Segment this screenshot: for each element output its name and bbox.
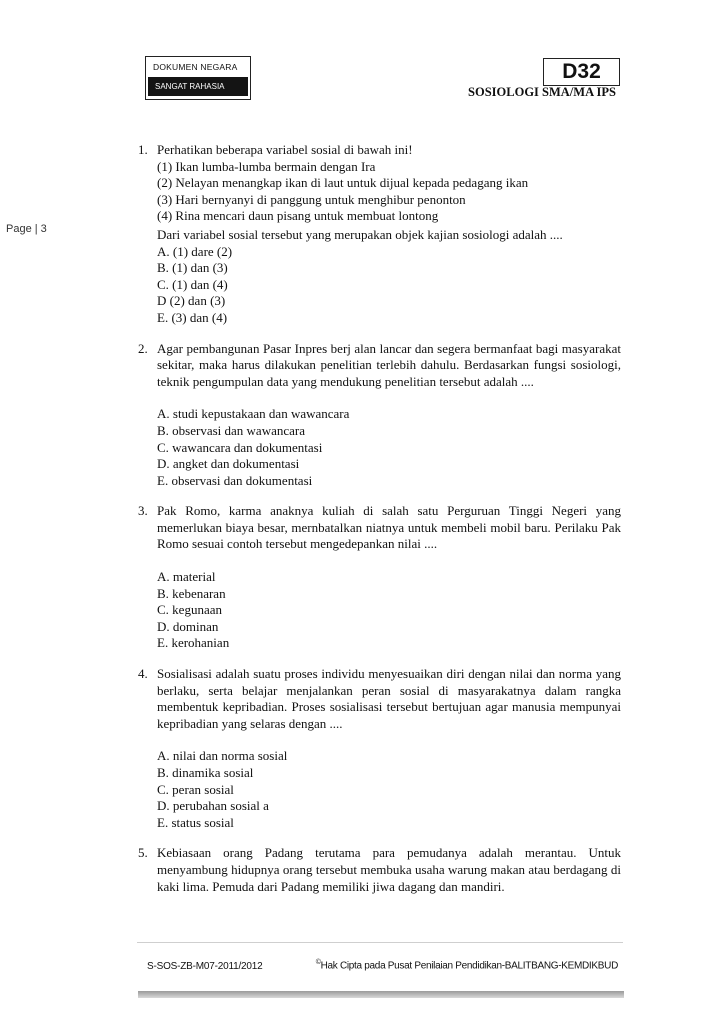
answer-option[interactable]: E. kerohanian	[157, 635, 230, 651]
answer-options	[157, 569, 621, 652]
question-text: Agar pembangunan Pasar Inpres berj alan lancar dan segera bermanfaat bagi masyarakat sekitar, maka harus dilakukan penelitian terlebih dahulu. Berdasarkan fungsi sosiologi, teknik pengumpulan data yang mendukung penelitian tersebut adalah ....	[157, 340, 621, 389]
question-3	[138, 503, 621, 652]
answer-option[interactable]: A. (1) dare (2)	[157, 243, 233, 259]
question-number: 1.	[138, 142, 148, 157]
answer-option[interactable]: C. (1) dan (4)	[157, 276, 228, 292]
variable-list	[157, 159, 621, 225]
answer-option[interactable]: A. nilai dan norma sosial	[157, 748, 288, 764]
question-1	[138, 142, 621, 327]
copyright-notice	[316, 959, 618, 971]
question-2	[138, 341, 621, 490]
question-number: 4.	[138, 666, 148, 682]
copyright-symbol: ©	[315, 959, 321, 966]
page-footer	[137, 942, 623, 993]
answer-option[interactable]: A. material	[157, 569, 216, 585]
stamp-classification: DOKUMEN NEGARA	[153, 62, 238, 72]
list-item: (2) Nelayan menangkap ikan di laut untuk dijual kepada pedagang ikan	[157, 175, 529, 191]
question-text: Sosialisasi adalah suatu proses individu menyesuaikan diri dengan nilai dan norma yang berlaku, serta belajar menjalankan peran sosial di masyarakatnya dalam rangka membentuk kepribadian. Proses sosialisasi tersebut bertujuan agar manusia mempunyai kepribadian yang selaras dengan ....	[157, 666, 621, 731]
question-number: 2.	[138, 340, 148, 356]
list-item: (4) Rina mencari daun pisang untuk membuat lontong	[157, 208, 439, 224]
question-4	[138, 666, 621, 831]
answer-option[interactable]: C. kegunaan	[157, 602, 222, 618]
question-text: Perhatikan beberapa variabel sosial di bawah ini!	[157, 142, 413, 157]
question-list	[138, 142, 621, 909]
question-stem: Dari variabel sosial tersebut yang merupakan objek kajian sosiologi adalah ....	[157, 226, 563, 242]
answer-options	[157, 748, 621, 831]
answer-option[interactable]: E. (3) dan (4)	[157, 309, 228, 325]
document-stamp	[145, 56, 251, 100]
question-5	[138, 845, 621, 895]
answer-option[interactable]: D. perubahan sosial a	[157, 798, 269, 814]
question-text: Pak Romo, karma anaknya kuliah di salah satu Perguruan Tinggi Negeri yang memerlukan biaya besar, mernbatalkan niatnya untuk membeli mobil baru. Perilaku Pak Romo sesuai contoh tersebut mengedepankan nilai ....	[157, 503, 621, 552]
answer-option[interactable]: C. peran sosial	[157, 781, 234, 797]
answer-option[interactable]: D. dominan	[157, 618, 219, 634]
list-item: (3) Hari bernyanyi di panggung untuk menghibur penonton	[157, 191, 466, 207]
answer-option[interactable]: E. status sosial	[157, 814, 234, 830]
answer-option[interactable]: D. angket dan dokumentasi	[157, 456, 300, 472]
document-code: S-SOS-ZB-M07-2011/2012	[147, 961, 263, 972]
question-number: 3.	[138, 503, 148, 519]
answer-option[interactable]: D (2) dan (3)	[157, 293, 226, 309]
copyright-text: Hak Cipta pada Pusat Penilaian Pendidikan-BALITBANG-KEMDIKBUD	[320, 960, 618, 972]
stamp-secrecy: SANGAT RAHASIA	[148, 77, 248, 96]
question-number: 5.	[138, 845, 148, 861]
answer-option[interactable]: B. (1) dan (3)	[157, 260, 228, 276]
exam-subject: SOSIOLOGI SMA/MA IPS	[468, 85, 616, 99]
answer-option[interactable]: C. wawancara dan dokumentasi	[157, 439, 323, 455]
answer-option[interactable]: B. observasi dan wawancara	[157, 422, 305, 438]
footer-shadow	[138, 991, 624, 998]
answer-option[interactable]: E. observasi dan dokumentasi	[157, 472, 313, 488]
answer-options	[157, 406, 621, 489]
answer-option[interactable]: A. studi kepustakaan dan wawancara	[157, 406, 350, 422]
exam-code: D32	[543, 58, 620, 86]
question-text: Kebiasaan orang Padang terutama para pemudanya adalah merantau. Untuk menyambung hidupnya orang tersebut membuka usaha warung makan atau berdagang di kaki lima. Pemuda dari Padang memiliki jiwa dagang dan mandiri.	[157, 845, 621, 894]
answer-option[interactable]: B. kebenaran	[157, 585, 226, 601]
answer-option[interactable]: B. dinamika sosial	[157, 765, 254, 780]
answer-options	[157, 244, 621, 327]
page-number: Page | 3	[6, 223, 47, 235]
list-item: (1) Ikan lumba-lumba bermain dengan Ira	[157, 158, 376, 174]
